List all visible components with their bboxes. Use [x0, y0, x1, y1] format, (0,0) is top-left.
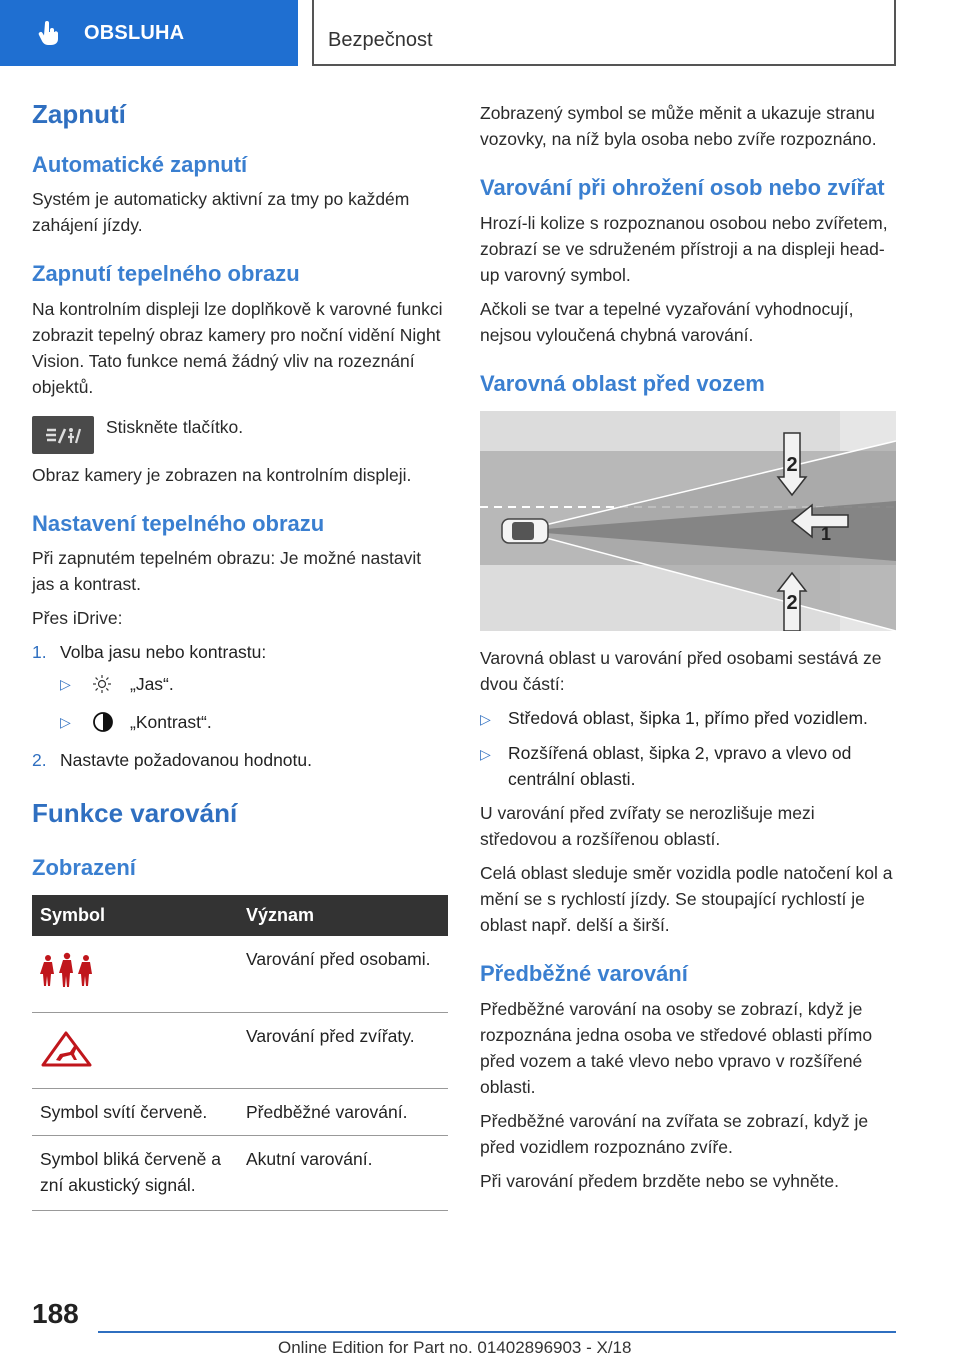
heading-thermal-settings: Nastavení tepelného obrazu: [32, 510, 325, 536]
sub-item-brightness: [60, 671, 448, 697]
para-press: Stiskněte tlačítko.: [106, 416, 244, 437]
section-label: OBSLUHA: [84, 21, 185, 44]
footer-edition: Online Edition for Part no. 01402896903 - X/18: [278, 1338, 632, 1357]
table-cell-symbol: Symbol bliká červeně a zní akustický signál.: [32, 1135, 238, 1210]
bullet-item: [480, 705, 896, 732]
para-idrive: Přes iDrive:: [32, 608, 123, 629]
bullet-text: Středová oblast, šipka 1, přímo před vozidlem.: [508, 708, 868, 728]
footer-divider: [98, 1331, 896, 1333]
arrow-label-bottom: 2: [786, 592, 798, 614]
table-row: [32, 1012, 448, 1088]
step-text: Volba jasu nebo kontrastu:: [60, 642, 267, 663]
table-cell-meaning: Akutní varování.: [238, 1135, 448, 1210]
table-row: [32, 1088, 448, 1135]
warning-area-diagram: [480, 411, 896, 631]
night-vision-button-icon: [32, 416, 94, 454]
para-symbol-change: Zobrazený symbol se může měnit a ukazuje stranu vozovky, na níž byla osoba nebo zvíře rozpoznáno.: [480, 103, 877, 149]
press-button-row: [32, 414, 448, 454]
heading-thermal-on: Zapnutí tepelného obrazu: [32, 261, 300, 287]
para-thermal-on: Na kontrolním displeji lze doplňkově k varovné funkci zobrazit tepelný obraz kamery pro noční vidění Night Vision. Tato funkce nemá žádný vliv na rozeznání objektů.: [32, 298, 443, 397]
para-pre-3: Při varování předem brzděte nebo se vyhněte.: [480, 1170, 839, 1191]
contrast-icon: [92, 711, 122, 733]
bullet-item: [480, 740, 896, 792]
page-header: [0, 0, 960, 66]
sub-text-brightness: „Jas“.: [130, 674, 174, 695]
heading-threat-warning: Varování při ohrožení osob nebo zvířat: [480, 175, 885, 200]
hand-pointer-icon: [36, 20, 62, 46]
table-cell-symbol: [32, 936, 238, 1012]
left-column: [32, 100, 448, 1211]
para-automatic: Systém je automaticky aktivní za tmy po každém zahájení jízdy.: [32, 189, 410, 236]
triangle-bullet-icon: ▷: [480, 746, 491, 762]
step-number: 2.: [32, 750, 47, 771]
para-thermal-settings: Při zapnutém tepelném obrazu: Je možné nastavit jas a kontrast.: [32, 548, 422, 595]
bullet-text: Rozšířená oblast, šipka 2, vpravo a vlevo od centrální oblasti.: [508, 743, 852, 789]
triangle-bullet-icon: ▷: [60, 714, 71, 731]
symbol-table: [32, 895, 448, 1211]
heading-pre-warning: Předběžné varování: [480, 961, 688, 986]
step-number: 1.: [32, 642, 47, 663]
page-number: 188: [32, 1298, 79, 1329]
para-area-parts: Varovná oblast u varování před osobami sestává ze dvou částí:: [480, 648, 882, 694]
para-pre-1: Předběžné varování na osoby se zobrazí, když je rozpoznána jedna osoba ve středové oblasti přímo před vozem a také vlevo nebo vpravo v rozšířené oblasti.: [480, 998, 873, 1097]
table-row: [32, 1135, 448, 1210]
step-item: [32, 747, 448, 773]
pedestrian-warning-icon: [40, 952, 94, 992]
triangle-bullet-icon: ▷: [60, 676, 71, 693]
para-threat-2: Ačkoli se tvar a tepelné vyzařování vyhodnocují, nejsou vyloučená chybná varování.: [480, 298, 854, 345]
para-follow: Celá oblast sleduje směr vozidla podle natočení kol a mění se s rychlostí jízdy. Se stoupající rychlostí je oblast např. delší a širší.: [480, 863, 893, 935]
arrow-label-center: 1: [820, 524, 832, 544]
animal-warning-icon: [40, 1029, 94, 1069]
sub-item-contrast: [60, 709, 448, 735]
heading-zapnuti: Zapnutí: [32, 99, 126, 129]
table-cell-meaning: Varování před osobami.: [238, 936, 448, 1012]
table-cell-symbol: Symbol svítí červeně.: [32, 1088, 238, 1135]
heading-warning-function: Funkce varování: [32, 798, 238, 829]
step-item: [32, 639, 448, 741]
step-text: Nastavte požadovanou hodnotu.: [60, 750, 312, 771]
table-header-symbol: Symbol: [32, 895, 238, 936]
sun-icon: [92, 674, 122, 694]
steps-list: [32, 639, 448, 773]
table-header-meaning: Význam: [238, 895, 448, 936]
heading-automatic-on: Automatické zapnutí: [32, 151, 248, 177]
right-column: [480, 100, 896, 1202]
para-threat-1: Hrozí-li kolize s rozpoznanou osobou nebo zvířetem, zobrazí se ve sdruženém přístroji a na displeji head-up varovný symbol.: [480, 212, 888, 285]
para-camera: Obraz kamery je zobrazen na kontrolním displeji.: [32, 464, 412, 485]
triangle-bullet-icon: ▷: [480, 711, 491, 727]
table-cell-symbol: [32, 1012, 238, 1088]
chapter-tab: Bezpečnost: [312, 0, 896, 66]
heading-warning-area: Varovná oblast před vozem: [480, 370, 765, 396]
para-pre-2: Předběžné varování na zvířata se zobrazí, když je před vozidlem rozpoznáno zvíře.: [480, 1110, 869, 1157]
sub-text-contrast: „Kontrast“.: [130, 712, 212, 733]
table-cell-meaning: Předběžné varování.: [238, 1088, 448, 1135]
para-animals: U varování před zvířaty se nerozlišuje mezi středovou a rozšířenou oblastí.: [480, 803, 815, 849]
section-tab[interactable]: [0, 0, 298, 66]
table-row: [32, 936, 448, 1012]
table-cell-meaning: Varování před zvířaty.: [238, 1012, 448, 1088]
arrow-label-top: 2: [786, 454, 798, 476]
heading-display: Zobrazení: [32, 854, 136, 880]
